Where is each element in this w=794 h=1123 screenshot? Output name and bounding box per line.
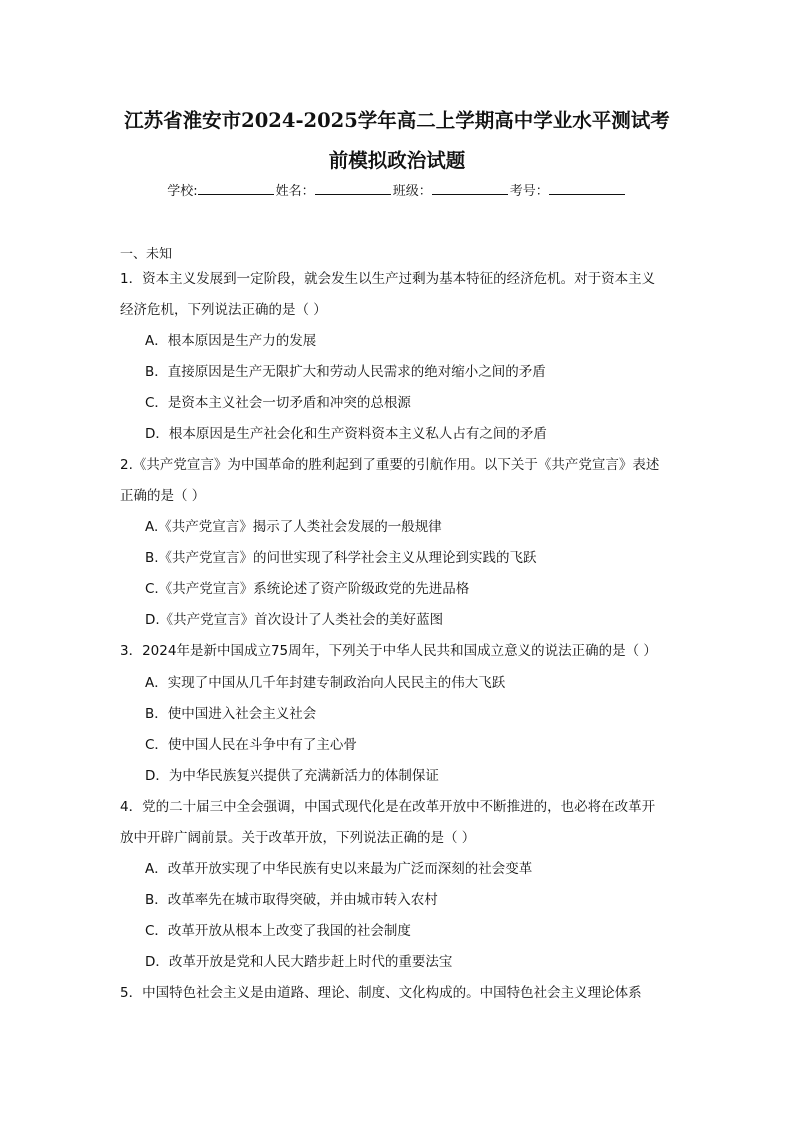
exam-number-label: 考号： [509, 184, 549, 199]
student-info-row [0, 180, 794, 199]
class-label: 班级： [392, 184, 432, 199]
question-1-option-c: C．是资本主义社会一切矛盾和冲突的总根源 [145, 395, 411, 411]
name-blank [315, 182, 391, 195]
question-4-option-c: C．改革开放从根本上改变了我国的社会制度 [145, 923, 411, 939]
name-label: 姓名： [275, 184, 315, 199]
question-2-option-b: B.《共产党宣言》的问世实现了科学社会主义从理论到实践的飞跃 [145, 550, 537, 566]
question-5-stem-line-1: 5．中国特色社会主义是由道路、理论、制度、文化构成的。中国特色社会主义理论体系 [120, 985, 642, 1001]
question-1-option-a: A．根本原因是生产力的发展 [145, 333, 317, 349]
question-3-option-a: A．实现了中国从几千年封建专制政治向人民民主的伟大飞跃 [145, 675, 506, 691]
question-3-option-d: D．为中华民族复兴提供了充满新活力的体制保证 [145, 768, 439, 784]
question-2-option-c: C.《共产党宣言》系统论述了资产阶级政党的先进品格 [145, 581, 470, 597]
exam-number-blank [549, 182, 625, 195]
question-4-option-d: D．改革开放是党和人民大踏步赶上时代的重要法宝 [145, 954, 453, 970]
question-4-stem-line-1: 4．党的二十届三中全会强调，中国式现代化是在改革开放中不断推进的，也必将在改革开 [120, 799, 656, 815]
exam-title-line-2: 前模拟政治试题 [328, 149, 466, 172]
question-3-option-c: C．使中国人民在斗争中有了主心骨 [145, 737, 357, 753]
question-1-option-b: B．直接原因是生产无限扩大和劳动人民需求的绝对缩小之间的矛盾 [145, 364, 546, 380]
question-1-stem-line-2: 经济危机，下列说法正确的是（ ） [120, 302, 327, 318]
question-3-option-b: B．使中国进入社会主义社会 [145, 706, 317, 722]
class-blank [432, 182, 508, 195]
question-2-option-d: D.《共产党宣言》首次设计了人类社会的美好蓝图 [145, 612, 444, 628]
question-2-stem-line-2: 正确的是（ ） [120, 488, 206, 504]
question-1-stem-line-1: 1．资本主义发展到一定阶段，就会发生以生产过剩为基本特征的经济危机。对于资本主义 [120, 271, 656, 287]
school-label: 学校: [167, 184, 198, 199]
question-4-option-b: B．改革率先在城市取得突破，并由城市转入农村 [145, 892, 438, 908]
question-1-option-d: D．根本原因是生产社会化和生产资料资本主义私人占有之间的矛盾 [145, 426, 547, 442]
school-blank [198, 182, 274, 195]
question-2-option-a: A.《共产党宣言》揭示了人类社会发展的一般规律 [145, 519, 442, 535]
question-4-option-a: A．改革开放实现了中华民族有史以来最为广泛而深刻的社会变革 [145, 861, 533, 877]
question-3-stem-line-1: 3．2024年是新中国成立75周年，下列关于中华人民共和国成立意义的说法正确的是（ ） [120, 643, 657, 659]
section-heading: 一、未知 [120, 247, 173, 262]
exam-title-line-1: 江苏省淮安市2024-2025学年高二上学期高中学业水平测试考 [124, 109, 670, 132]
question-2-stem-line-1: 2.《共产党宣言》为中国革命的胜利起到了重要的引航作用。以下关于《共产党宣言》表述 [120, 457, 660, 473]
question-4-stem-line-2: 放中开辟广阔前景。关于改革开放，下列说法正确的是（ ） [120, 830, 476, 846]
